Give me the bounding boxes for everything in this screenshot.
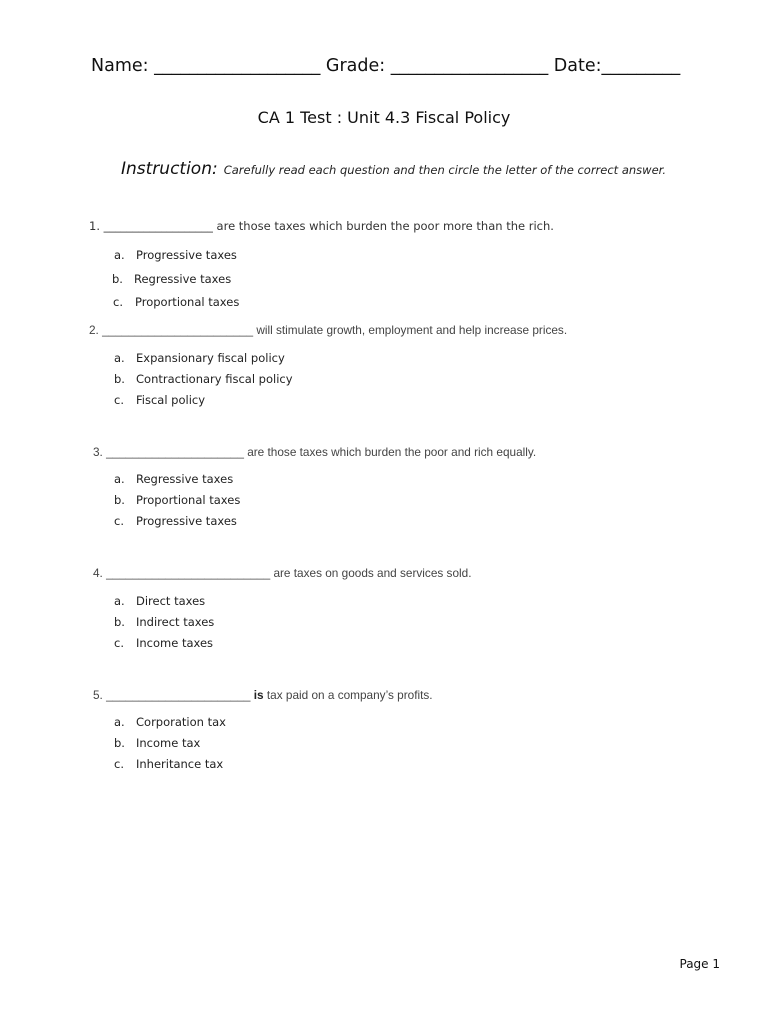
question-bold-word: is [253,688,264,702]
question-number: 1. [89,219,100,233]
answer-blank: _________________________ [106,566,271,580]
option-text: Proportional taxes [136,493,241,507]
question-text: are taxes on goods and services sold. [273,566,472,580]
option-text: Inheritance tax [136,757,224,771]
option-letter: b. [112,272,123,286]
option-letter: b. [114,493,125,507]
option-text: Progressive taxes [136,514,237,528]
header-fields: Name: ___________________ Grade: __________________ Date:_________ [91,56,681,76]
question-2 [89,323,567,337]
question-1 [89,219,554,233]
option-2b [114,372,293,386]
option-3a [114,472,233,486]
option-letter: a. [114,594,125,608]
question-text: will stimulate growth, employment and help increase prices. [256,323,568,337]
option-letter: c. [114,393,124,407]
option-5b [114,736,200,750]
option-4b [114,615,214,629]
option-text: Direct taxes [136,594,206,608]
option-text: Regressive taxes [134,272,232,286]
option-text: Income taxes [136,636,214,650]
option-text: Fiscal policy [136,393,206,407]
question-text: tax paid on a company’s profits. [266,688,433,702]
option-letter: b. [114,615,125,629]
question-3 [93,445,536,459]
option-letter: c. [114,636,124,650]
option-text: Regressive taxes [136,472,234,486]
option-letter: a. [114,248,125,262]
option-text: Indirect taxes [136,615,215,629]
question-number: 3. [93,445,103,459]
option-letter: b. [114,736,125,750]
option-1b [112,272,231,286]
option-3c [114,514,237,528]
option-letter: c. [114,757,124,771]
answer-blank: ___________________ [103,219,213,233]
option-3b [114,493,240,507]
option-text: Corporation tax [136,715,226,729]
question-text: are those taxes which burden the poor more than the rich. [216,219,554,233]
option-2c [114,393,205,407]
option-letter: c. [113,295,123,309]
option-letter: b. [114,372,125,386]
instruction-text: Carefully read each question and then circle the letter of the correct answer. [223,163,666,177]
answer-blank: _______________________ [102,323,254,337]
answer-blank: ______________________ [106,688,251,702]
option-text: Contractionary fiscal policy [136,372,293,386]
option-text: Progressive taxes [136,248,237,262]
option-5c [114,757,223,771]
option-5a [114,715,226,729]
option-letter: a. [114,715,125,729]
page-title: CA 1 Test : Unit 4.3 Fiscal Policy [257,108,511,127]
option-text: Expansionary fiscal policy [136,351,285,365]
instruction-label: Instruction: [121,159,218,179]
instruction [121,159,666,179]
option-1c [113,295,239,309]
question-text: are those taxes which burden the poor and rich equally. [247,445,537,459]
answer-blank: _____________________ [106,445,244,459]
question-number: 5. [93,688,103,702]
option-2a [114,351,285,365]
option-text: Proportional taxes [135,295,240,309]
question-5 [93,688,433,702]
option-4a [114,594,205,608]
option-1a [114,248,237,262]
option-letter: a. [114,472,125,486]
question-number: 2. [89,323,99,337]
question-4 [93,566,471,580]
option-text: Income tax [136,736,201,750]
page-number: Page 1 [679,957,720,971]
option-4c [114,636,213,650]
option-letter: c. [114,514,124,528]
option-letter: a. [114,351,125,365]
question-number: 4. [93,566,103,580]
